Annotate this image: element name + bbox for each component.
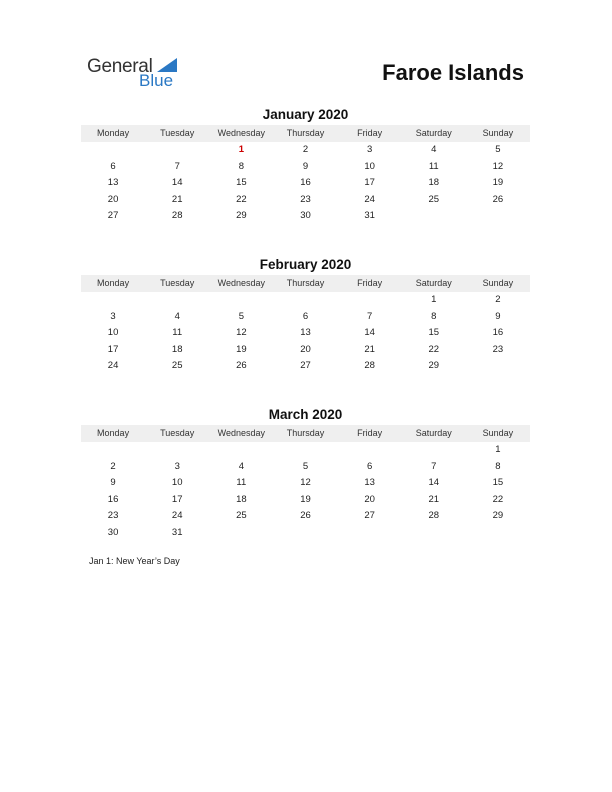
logo-general-text: General [87,56,153,77]
day-cell: 4 [238,460,244,472]
empty-day-cell [273,525,337,542]
day-cell: 12 [236,327,247,339]
day-cell: 27 [364,510,375,522]
weekday-label: Tuesday [160,278,195,288]
day-cell: 23 [300,193,311,205]
week-row [81,325,530,342]
day-cell: 24 [171,510,183,522]
day-cell: 11 [172,327,183,339]
day-cell: 28 [364,360,375,372]
weekday-label: Tuesday [160,128,195,138]
day-cell: 9 [495,310,501,322]
weekday-label: Saturday [415,428,452,438]
week-row [81,309,530,326]
day-cell: 20 [364,493,375,505]
day-cell: 14 [428,477,440,489]
empty-day-cell [338,442,402,459]
day-cell: 6 [302,310,309,322]
weekday-label: Sunday [482,278,514,288]
weekday-label: Wednesday [217,278,266,288]
day-cell: 16 [492,327,504,339]
day-cell: 19 [492,177,504,189]
day-cell: 18 [236,493,247,505]
day-cell: 15 [428,327,440,339]
empty-day-cell [402,208,466,225]
day-cell: 21 [428,493,440,505]
day-cell: 5 [495,144,501,155]
week-row [81,175,530,192]
day-cell: 25 [428,193,440,205]
day-cell: 1 [431,294,437,305]
day-cell: 2 [110,460,116,472]
day-cell: 22 [492,493,504,505]
weekday-label: Thursday [286,428,325,438]
day-cell: 10 [171,477,183,489]
week-row [81,508,530,525]
day-cell: 17 [107,343,119,355]
day-cell: 9 [110,477,116,489]
day-cell: 18 [171,343,183,355]
day-cell: 15 [236,177,247,189]
week-row [81,142,530,159]
week-row [81,159,530,176]
day-cell: 1 [495,444,501,455]
day-cell: 25 [171,360,183,372]
empty-day-cell [402,442,466,459]
empty-day-cell [466,358,530,375]
empty-day-cell [273,442,337,459]
day-cell: 18 [428,177,440,189]
month-title: March 2020 [268,407,343,422]
empty-day-cell [338,525,402,542]
weekday-label: Friday [357,428,383,438]
empty-day-cell [338,292,402,309]
day-cell: 27 [300,360,311,372]
week-row [81,192,530,209]
day-cell: 27 [107,210,119,222]
month-title: January 2020 [262,107,349,122]
day-cell: 14 [364,327,375,339]
day-cell: 22 [428,343,440,355]
day-cell: 4 [174,310,180,322]
weekday-label: Thursday [286,278,325,288]
month-block [81,256,530,375]
day-cell: 2 [302,144,309,155]
day-cell: 26 [300,510,311,522]
day-cell: 11 [428,160,439,172]
week-row [81,492,530,509]
weekday-label: Thursday [286,128,325,138]
month-block [81,106,530,225]
day-cell: 13 [364,477,375,489]
weekday-label: Sunday [482,128,514,138]
empty-day-cell [145,292,209,309]
empty-day-cell [81,442,145,459]
day-cell: 28 [171,210,183,222]
day-cell: 8 [238,160,244,172]
empty-day-cell [466,525,530,542]
day-cell: 12 [300,477,311,489]
empty-day-cell [273,292,337,309]
day-cell: 22 [236,193,247,205]
general-blue-logo [87,56,187,92]
holiday-day-cell: 1 [238,144,244,155]
day-cell: 16 [300,177,311,189]
day-cell: 30 [107,526,119,538]
day-cell: 29 [428,360,440,372]
day-cell: 17 [364,177,375,189]
weekday-label: Wednesday [217,128,266,138]
day-cell: 11 [236,477,247,489]
weekday-label: Sunday [482,428,514,438]
empty-day-cell [145,142,209,159]
empty-day-cell [145,442,209,459]
empty-day-cell [81,292,145,309]
day-cell: 19 [236,343,247,355]
day-cell: 5 [302,460,309,472]
day-cell: 3 [174,460,180,472]
day-cell: 5 [238,310,244,322]
weekday-label: Friday [357,128,383,138]
empty-day-cell [466,208,530,225]
day-cell: 23 [107,510,119,522]
day-cell: 29 [236,210,247,222]
day-cell: 20 [107,193,119,205]
day-cell: 4 [431,144,437,155]
empty-day-cell [209,525,273,542]
empty-day-cell [209,292,273,309]
weekday-label: Saturday [415,128,452,138]
day-cell: 7 [431,460,437,472]
day-cell: 29 [492,510,504,522]
day-cell: 13 [300,327,311,339]
holiday-notes: Jan 1: New Year’s Day [89,556,180,566]
week-row [81,459,530,476]
day-cell: 7 [366,310,373,322]
weekday-header-row [81,125,530,142]
day-cell: 9 [302,160,309,172]
weekday-label: Friday [357,278,383,288]
day-cell: 6 [110,160,116,172]
day-cell: 8 [495,460,501,472]
day-cell: 3 [110,310,116,322]
month-title: February 2020 [259,257,352,272]
empty-day-cell [209,442,273,459]
weekday-header-row [81,425,530,442]
week-row [81,292,530,309]
weekday-label: Wednesday [217,428,266,438]
weekday-label: Monday [97,128,130,138]
day-cell: 15 [492,477,504,489]
day-cell: 25 [236,510,247,522]
week-row [81,442,530,459]
weekday-label: Monday [97,278,130,288]
empty-day-cell [81,142,145,159]
day-cell: 16 [107,493,119,505]
logo-triangle-icon [157,58,177,72]
logo-blue-text: Blue [139,71,174,90]
weekday-label: Tuesday [160,428,195,438]
day-cell: 8 [431,310,437,322]
weekday-header-row [81,275,530,292]
day-cell: 31 [171,526,183,538]
month-block [81,406,530,542]
day-cell: 14 [171,177,183,189]
day-cell: 23 [492,343,504,355]
day-cell: 3 [366,144,373,155]
day-cell: 20 [300,343,311,355]
day-cell: 12 [492,160,504,172]
week-row [81,342,530,359]
day-cell: 28 [428,510,440,522]
day-cell: 31 [364,210,375,222]
day-cell: 26 [492,193,504,205]
day-cell: 21 [171,193,183,205]
day-cell: 26 [236,360,247,372]
day-cell: 30 [300,210,311,222]
day-cell: 21 [364,343,375,355]
day-cell: 19 [300,493,311,505]
day-cell: 24 [107,360,119,372]
weekday-label: Saturday [415,278,452,288]
day-cell: 7 [174,160,180,172]
weekday-label: Monday [97,428,130,438]
day-cell: 2 [495,294,501,305]
day-cell: 13 [107,177,119,189]
day-cell: 10 [107,327,119,339]
week-row [81,208,530,225]
day-cell: 6 [366,460,373,472]
week-row [81,475,530,492]
country-title: Faroe Islands [382,60,524,85]
day-cell: 24 [364,193,375,205]
week-row [81,358,530,375]
day-cell: 17 [171,493,183,505]
empty-day-cell [402,525,466,542]
week-row [81,525,530,542]
day-cell: 10 [364,160,375,172]
